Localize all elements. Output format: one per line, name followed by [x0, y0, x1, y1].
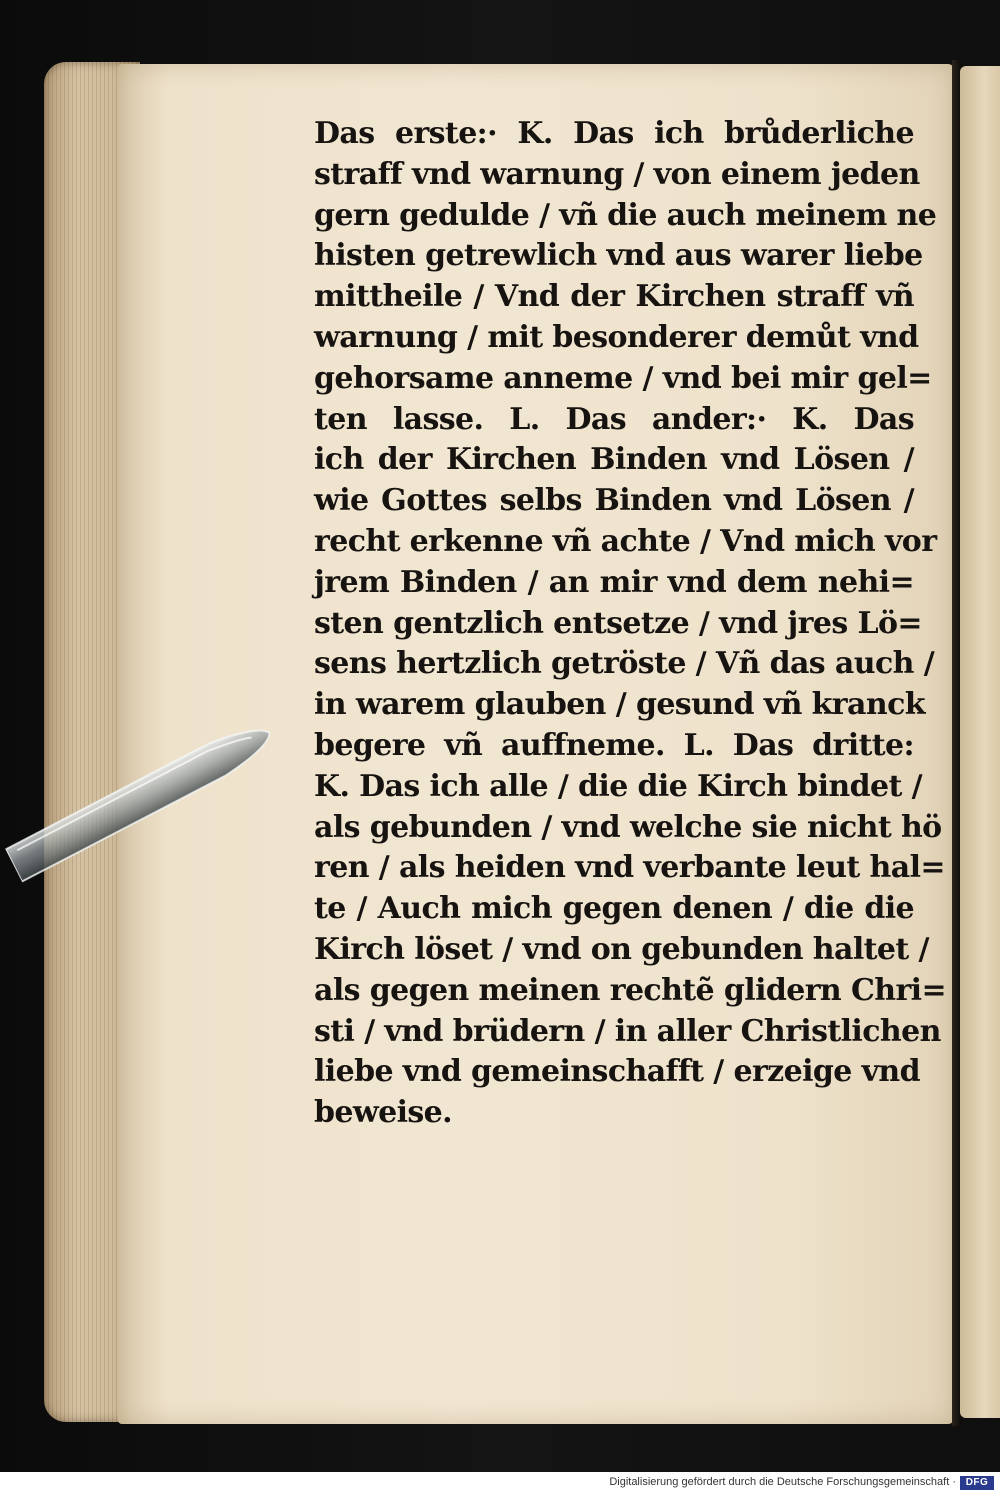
text-line: warnung / mit besonderer demůt vnd [314, 319, 919, 355]
dfg-logo: DFG [960, 1476, 994, 1490]
text-line: sens hertzlich getröste / Vñ das auch / [314, 646, 935, 682]
text-line: sti / vnd brüdern / in aller Christlichen [314, 1013, 941, 1049]
footer-bar [0, 1472, 1000, 1494]
text-line: te / Auch mich gegen denen / die die [314, 891, 914, 927]
text-line: liebe vnd gemeinschafft / erzeige vnd [314, 1054, 921, 1090]
facing-page [960, 66, 1000, 1418]
text-line: begere vñ auffneme. L. Das dritte: [314, 727, 914, 763]
text-block [314, 114, 947, 1134]
text-line: in warem glauben / gesund vñ kranck [314, 687, 925, 723]
text-line: histen getrewlich vnd aus warer liebe [314, 238, 923, 274]
text-line: K. Das ich alle / die die Kirch bindet / [314, 768, 922, 804]
text-line: mittheile / Vnd der Kirchen straff vñ [314, 279, 914, 315]
text-line: gern gedulde / vñ die auch meinem ne [314, 197, 937, 233]
text-line: Kirch löset / vnd on gebunden haltet / [314, 931, 929, 967]
text-line: als gebunden / vnd welche sie nicht hö [314, 809, 942, 845]
text-line: recht erkenne vñ achte / Vnd mich vor [314, 523, 937, 559]
text-line: jrem Binden / an mir vnd dem nehi= [314, 564, 914, 600]
text-line: ich der Kirchen Binden vnd Lösen / [314, 442, 914, 478]
text-line: als gegen meinen rechtẽ glidern Chri= [314, 972, 947, 1008]
text-line: beweise. [314, 1095, 452, 1131]
text-line: sten gentzlich entsetze / vnd jres Lö= [314, 605, 922, 641]
funding-credit: Digitalisierung gefördert durch die Deutsche Forschungsgemeinschaft · [609, 1476, 956, 1488]
text-line: ten lasse. L. Das ander:· K. Das [314, 401, 914, 437]
text-line: Das erste:· K. Das ich brůderliche [314, 116, 914, 151]
text-line: wie Gottes selbs Binden vnd Lösen / [314, 483, 914, 519]
text-line: straff vnd warnung / von einem jeden [314, 156, 920, 192]
text-line: ren / als heiden vnd verbante leut hal= [314, 850, 945, 886]
text-line: gehorsame anneme / vnd bei mir gel= [314, 360, 932, 396]
